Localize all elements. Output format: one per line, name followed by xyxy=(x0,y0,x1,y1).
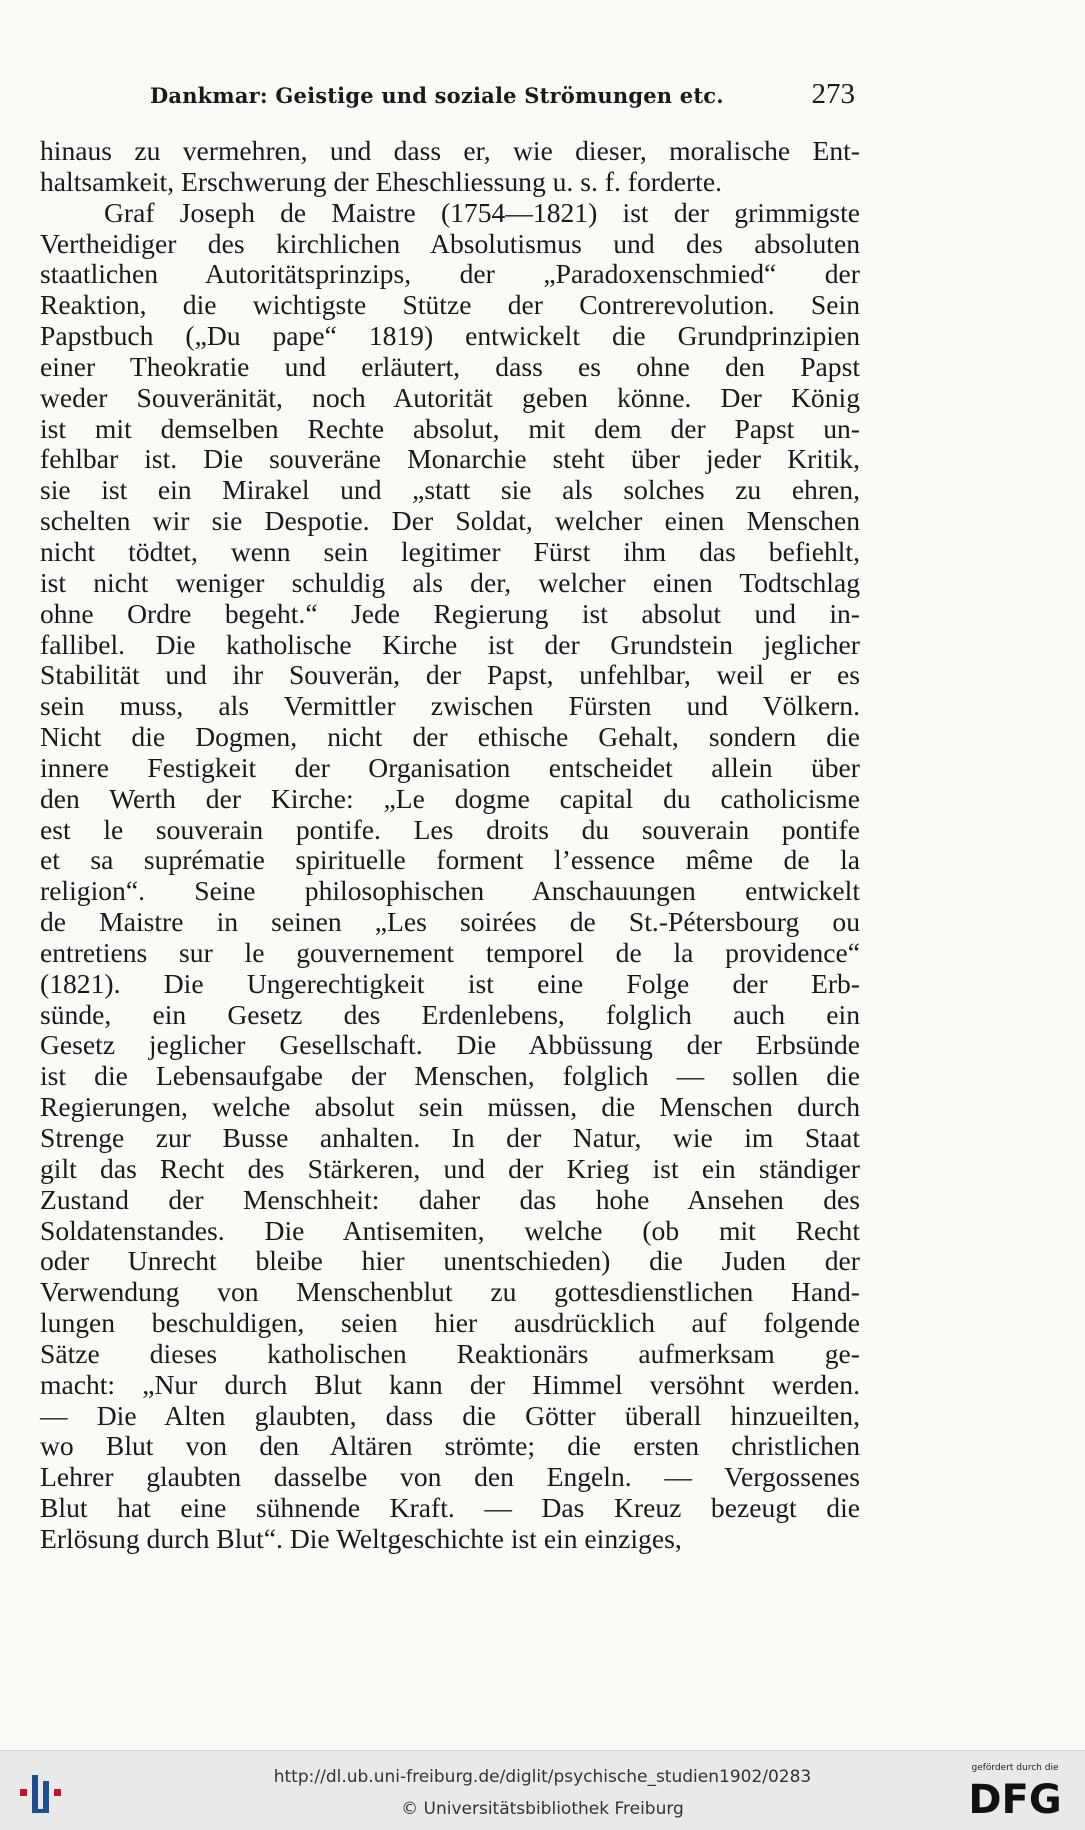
text-line: macht: „Nur durch Blut kann der Himmel versöhnt werden. xyxy=(40,1368,860,1400)
dfg-logo-icon xyxy=(959,1775,1071,1819)
text-line: wo Blut von den Altären strömte; die ersten christlichen xyxy=(40,1430,860,1462)
text-line: Blut hat eine sühnende Kraft. — Das Kreuz bezeugt die xyxy=(40,1492,860,1524)
text-line: Papstbuch („Du pape“ 1819) entwickelt die Grundprinzipien xyxy=(40,320,860,352)
text-line: religion“. Seine philosophischen Anschauungen entwickelt xyxy=(40,875,860,907)
text-line: oder Unrecht bleibe hier unentschieden) die Juden der xyxy=(40,1245,860,1277)
text-line: — Die Alten glaubten, dass die Götter überall hinzueilten, xyxy=(40,1399,860,1431)
text-line: Soldatenstandes. Die Antisemiten, welche (ob mit Recht xyxy=(40,1214,860,1246)
text-line: haltsamkeit, Erschwerung der Eheschliessung u. s. f. forderte. xyxy=(40,165,722,197)
dfg-sponsor xyxy=(955,1763,1075,1825)
text-line: Stabilität und ihr Souverän, der Papst, unfehlbar, weil er es xyxy=(40,659,860,691)
running-head: Dankmar: Geistige und soziale Strömungen etc. xyxy=(150,83,724,108)
dfg-logo-text: DFG xyxy=(968,1777,1062,1819)
text-line: innere Festigkeit der Organisation entscheidet allein über xyxy=(40,751,860,783)
text-line: Nicht die Dogmen, nicht der ethische Gehalt, sondern die xyxy=(40,721,860,753)
text-line: Zustand der Menschheit: daher das hohe Ansehen des xyxy=(40,1183,860,1215)
footer-bar xyxy=(0,1750,1085,1830)
text-line: Strenge zur Busse anhalten. In der Natur, wie im Staat xyxy=(40,1122,860,1153)
sponsor-text: gefördert durch die xyxy=(971,1763,1059,1773)
text-line: sie ist ein Mirakel und „statt sie als solches zu ehren, xyxy=(40,474,860,506)
text-line: fallibel. Die katholische Kirche ist der Grundstein jeglicher xyxy=(40,628,860,660)
text-line: ist nicht weniger schuldig als der, welcher einen Todtschlag xyxy=(40,566,860,598)
text-line: sein muss, als Vermittler zwischen Fürsten und Völkern. xyxy=(40,690,860,722)
text-line: entretiens sur le gouvernement temporel de la providence“ xyxy=(40,936,860,968)
text-line: de Maistre in seinen „Les soirées de St.-Pétersbourg ou xyxy=(40,906,860,938)
footer-copyright: © Universitätsbibliothek Freiburg xyxy=(401,1799,684,1819)
footer-url-link[interactable]: http://dl.ub.uni-freiburg.de/diglit/psychische_studien1902/0283 xyxy=(273,1767,812,1787)
text-line: Regierungen, welche absolut sein müssen, die Menschen durch xyxy=(40,1091,860,1123)
text-line: Reaktion, die wichtigste Stütze der Contrerevolution. Sein xyxy=(40,289,860,321)
text-line: schelten wir sie Despotie. Der Soldat, welcher einen Menschen xyxy=(40,505,860,537)
text-line: et sa suprématie spirituelle forment l’essence même de la xyxy=(40,844,860,876)
text-line: Gesetz jeglicher Gesellschaft. Die Abbüssung der Erbsünde xyxy=(40,1029,860,1061)
text-line: nicht tödtet, wenn sein legitimer Fürst ihm das befiehlt, xyxy=(40,535,860,567)
text-line: Sätze dieses katholischen Reaktionärs aufmerksam ge- xyxy=(40,1337,860,1369)
page-number: 273 xyxy=(811,78,855,110)
text-line: staatlichen Autoritätsprinzips, der „Paradoxenschmied“ der xyxy=(40,258,860,290)
text-line: Graf Joseph de Maistre (1754—1821) ist der grimmigste xyxy=(104,196,860,228)
body-text xyxy=(40,136,860,1555)
text-line: est le souverain pontife. Les droits du souverain pontife xyxy=(40,813,860,845)
text-line: weder Souveränität, noch Autorität geben könne. Der König xyxy=(40,381,860,413)
text-line: Vertheidiger des kirchlichen Absolutismus und des absoluten xyxy=(40,227,860,259)
text-line: sünde, ein Gesetz des Erdenlebens, folglich auch ein xyxy=(40,998,860,1030)
text-line: Lehrer glaubten dasselbe von den Engeln. — Vergossenes xyxy=(40,1461,860,1493)
text-line: ist die Lebensaufgabe der Menschen, folglich — sollen die xyxy=(40,1060,860,1092)
text-line: lungen beschuldigen, seien hier ausdrücklich auf folgende xyxy=(40,1307,860,1339)
text-line: einer Theokratie und erläutert, dass es ohne den Papst xyxy=(40,350,860,382)
text-line: Erlösung durch Blut“. Die Weltgeschichte ist ein einziges, xyxy=(40,1522,682,1554)
text-line: gilt das Recht des Stärkeren, und der Krieg ist ein ständiger xyxy=(40,1152,860,1184)
text-line: Verwendung von Menschenblut zu gottesdienstlichen Hand- xyxy=(40,1276,860,1308)
text-line: den Werth der Kirche: „Le dogme capital du catholicisme xyxy=(40,782,860,814)
text-line: ist mit demselben Rechte absolut, mit dem der Papst un- xyxy=(40,412,860,444)
text-line: (1821). Die Ungerechtigkeit ist eine Folge der Erb- xyxy=(40,967,860,999)
text-line: fehlbar ist. Die souveräne Monarchie steht über jeder Kritik, xyxy=(40,443,860,475)
page-header xyxy=(150,78,855,111)
text-line: hinaus zu vermehren, und dass er, wie dieser, moralische Ent- xyxy=(40,135,860,166)
text-line: ohne Ordre begeht.“ Jede Regierung ist absolut und in- xyxy=(40,597,860,629)
